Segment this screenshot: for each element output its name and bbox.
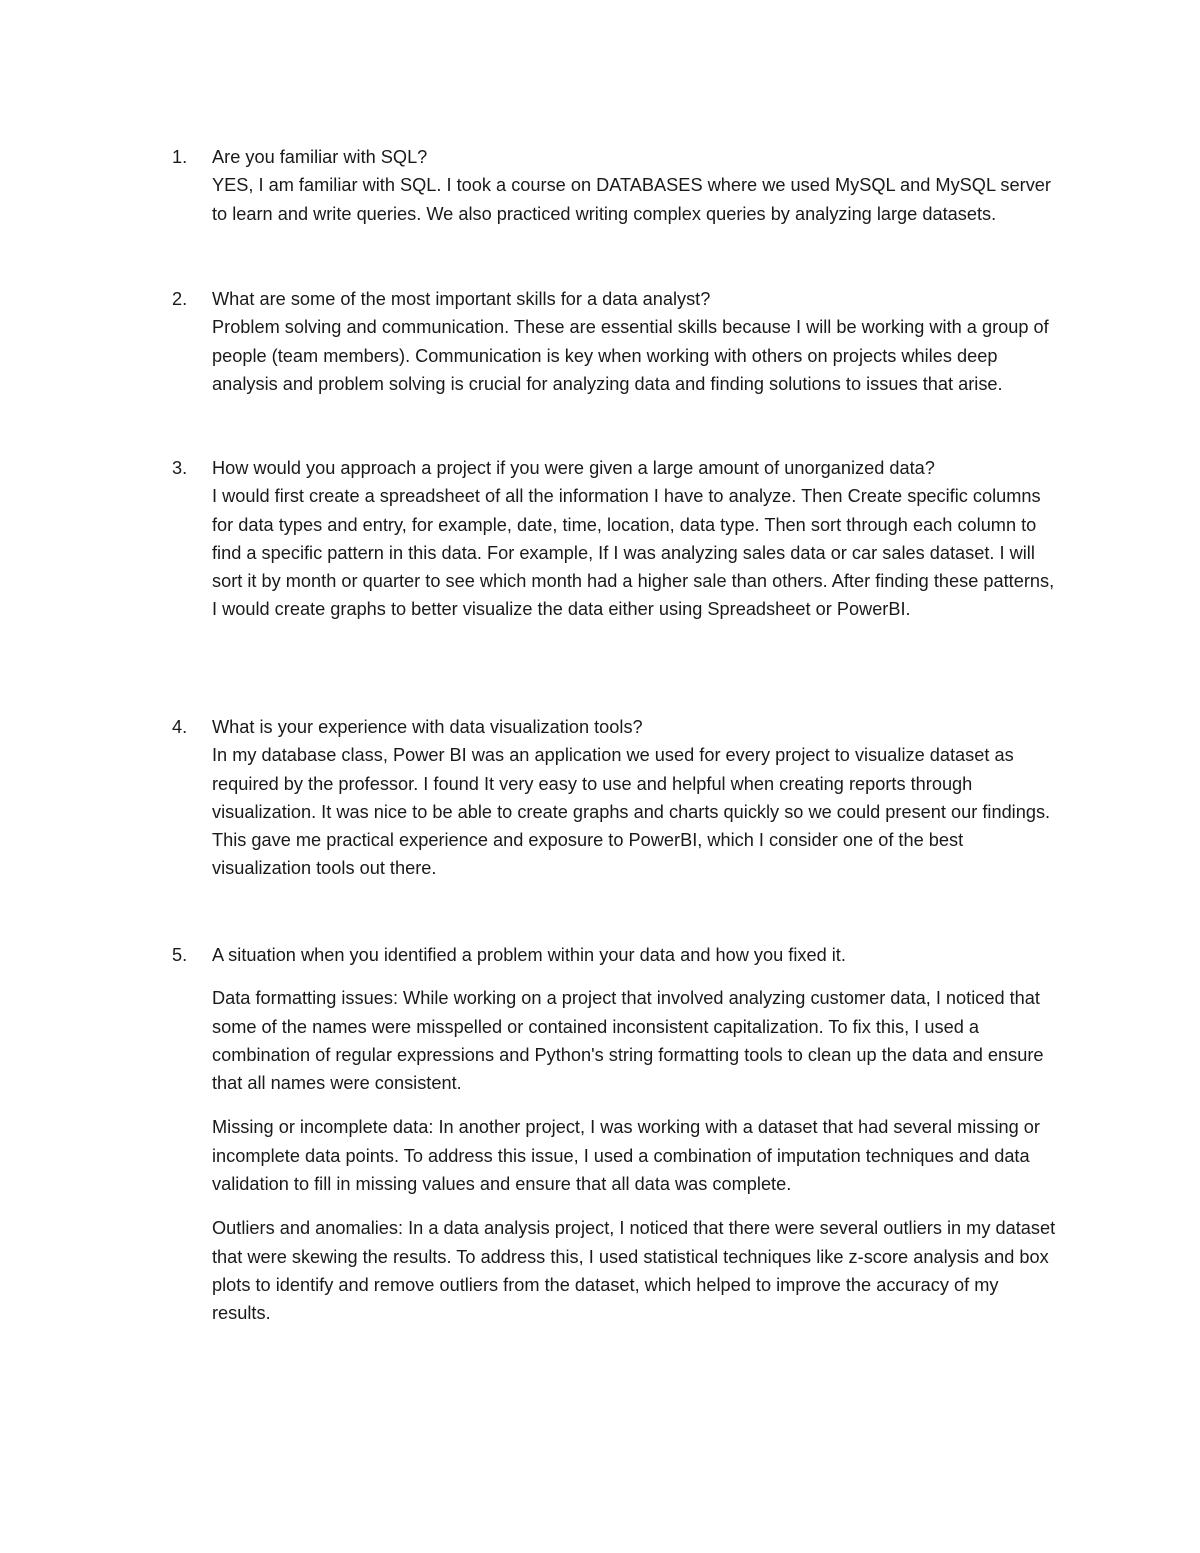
question-text: A situation when you identified a problem within your data and how you fixed it. xyxy=(212,945,846,965)
answer-paragraph: Outliers and anomalies: In a data analysis project, I noticed that there were several outliers in my dataset that were skewing the results. To address this, I used statistical techniques like z-score analysis and box plots to identify and remove outliers from the dataset, which helped to improve the accuracy of my results. xyxy=(212,1218,1056,1324)
item-body xyxy=(212,454,1062,624)
question-text: Are you familiar with SQL? xyxy=(212,147,428,167)
question-text: What are some of the most important skills for a data analyst? xyxy=(212,289,711,309)
answer-paragraph: Data formatting issues: While working on a project that involved analyzing customer data, I noticed that some of the names were misspelled or contained inconsistent capitalization. To fix this, I used a combination of regular expressions and Python's string formatting tools to clean up the data and ensure that all names were consistent. xyxy=(212,988,1044,1094)
answer-text: I would first create a spreadsheet of all the information I have to analyze. Then Create specific columns for data types and entry, for example, date, time, location, data type. Then sort through each column to find a specific pattern in this data. For example, If I was analyzing sales data or car sales dataset. I will sort it by month or quarter to see which month had a higher sale than others. After finding these patterns, I would create graphs to better visualize the data either using Spreadsheet or PowerBI. xyxy=(212,486,1055,620)
answer-text: YES, I am familiar with SQL. I took a course on DATABASES where we used MySQL and MySQL server to learn and write queries. We also practiced writing complex queries by analyzing large datasets. xyxy=(212,175,1051,224)
item-number: 3. xyxy=(172,458,188,478)
question-text: What is your experience with data visualization tools? xyxy=(212,717,643,737)
item-body xyxy=(212,713,1062,883)
item-number: 4. xyxy=(172,717,188,737)
item-body xyxy=(212,941,1062,1328)
item-number: 1. xyxy=(172,147,188,167)
answer-paragraph: Missing or incomplete data: In another project, I was working with a dataset that had several missing or incomplete data points. To address this issue, I used a combination of imputation techniques and data validation to fill in missing values and ensure that all data was complete. xyxy=(212,1117,1040,1195)
item-number: 5. xyxy=(172,945,188,965)
answer-text: In my database class, Power BI was an application we used for every project to visualize dataset as required by the professor. I found It very easy to use and helpful when creating reports through visualization. It was nice to be able to create graphs and charts quickly so we could present our findings. This gave me practical experience and exposure to PowerBI, which I consider one of the best visualization tools out there. xyxy=(212,745,1051,879)
item-body xyxy=(212,143,1062,228)
question-text: How would you approach a project if you were given a large amount of unorganized data? xyxy=(212,458,935,478)
item-number: 2. xyxy=(172,289,188,309)
item-body xyxy=(212,285,1062,398)
answer-text: Problem solving and communication. These are essential skills because I will be working with a group of people (team members). Communication is key when working with others on projects whiles deep analysis and problem solving is crucial for analyzing data and finding solutions to issues that arise. xyxy=(212,317,1049,394)
